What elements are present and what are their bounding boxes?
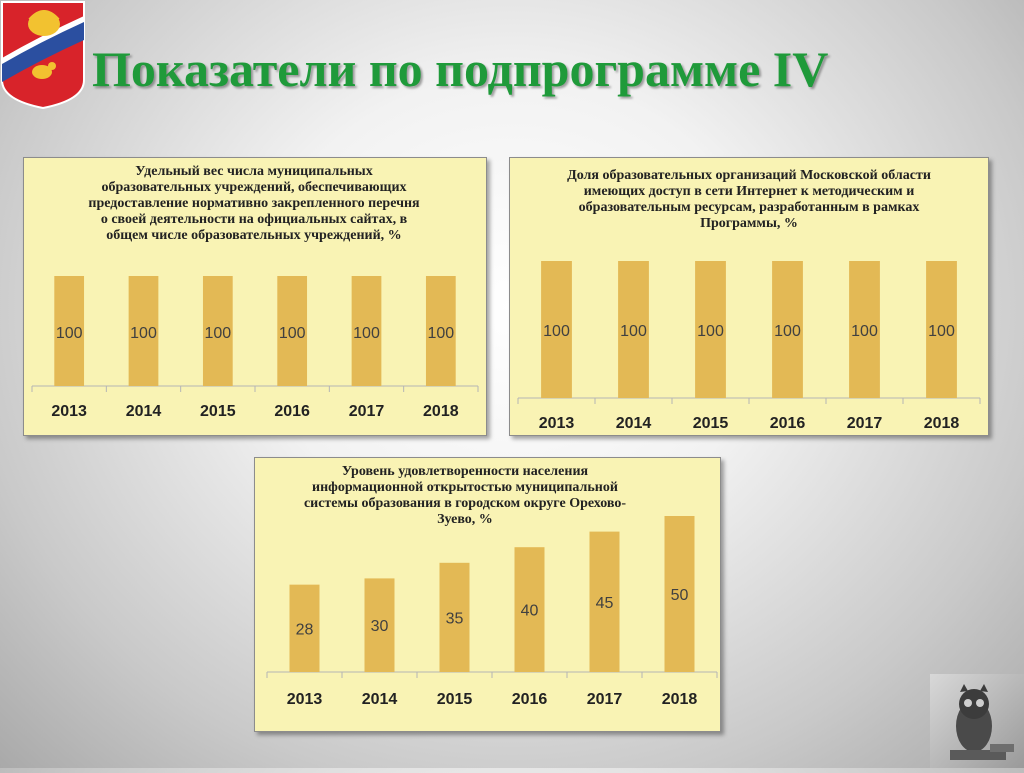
x-tick-label: 2017 (348, 403, 385, 420)
chart-title-2: Доля образовательных организаций Московской области имеющих доступ в сети Интернет к методическим и образовательным ресурсам, разработанным в рамках Программы, % (567, 168, 931, 231)
x-tick-label: 2016 (511, 691, 548, 708)
x-tick-label: 2016 (769, 415, 806, 432)
x-tick-label: 2015 (436, 691, 473, 708)
x-tick-label: 2014 (615, 415, 652, 432)
bar-chart-3 (255, 458, 720, 731)
x-tick-label: 2013 (286, 691, 323, 708)
x-tick-label: 2016 (274, 403, 310, 420)
coat-of-arms-logo (0, 0, 86, 110)
coat-of-arms-icon (0, 0, 86, 110)
page-title: Показатели по подпрограмме IV (92, 41, 829, 97)
x-tick-label: 2018 (661, 691, 698, 708)
chart-title-1: Удельный вес числа муниципальных образовательных учреждений, обеспечивающих предоставление нормативно закрепленного перечня о своей деятельности на официальных сайтах, в общем числе образовательных учреждений, % (88, 164, 420, 243)
data-label: 100 (427, 325, 455, 342)
data-label: 100 (697, 323, 724, 340)
chart-panel-1 (23, 157, 487, 436)
x-tick-label: 2015 (200, 403, 236, 420)
owl-icon (930, 674, 1024, 768)
data-label: 28 (295, 621, 314, 639)
chart-panel-3 (254, 457, 721, 732)
data-label: 100 (204, 325, 232, 342)
x-tick-label: 2015 (692, 415, 729, 432)
data-label: 100 (278, 325, 306, 342)
data-label: 100 (774, 323, 801, 340)
data-label: 50 (670, 587, 689, 604)
data-label: 100 (130, 325, 157, 342)
x-tick-label: 2014 (361, 691, 398, 708)
x-tick-label: 2018 (923, 415, 960, 432)
x-tick-label: 2018 (423, 403, 459, 420)
data-label: 35 (445, 610, 464, 628)
x-tick-label: 2013 (51, 403, 87, 420)
data-label: 100 (543, 323, 570, 340)
data-label: 30 (370, 618, 389, 636)
x-tick-label: 2017 (846, 415, 883, 432)
x-tick-label: 2013 (538, 415, 575, 432)
data-label: 100 (353, 325, 380, 342)
x-tick-label: 2017 (586, 691, 623, 708)
data-label: 100 (55, 325, 83, 342)
data-label: 40 (520, 602, 539, 620)
data-label: 45 (595, 594, 614, 612)
data-label: 100 (851, 323, 878, 340)
x-tick-label: 2014 (125, 403, 162, 420)
data-label: 100 (620, 323, 647, 340)
chart-title-3: Уровень удовлетворенности населения информационной открытостью муниципальной системы образования в городском округе Орехово-Зуево, % (303, 464, 627, 527)
chart-panel-2 (509, 157, 989, 436)
bar-chart-2 (510, 158, 988, 435)
owl-image (930, 674, 1024, 768)
data-label: 100 (928, 323, 955, 340)
bar-chart-1 (24, 158, 486, 435)
